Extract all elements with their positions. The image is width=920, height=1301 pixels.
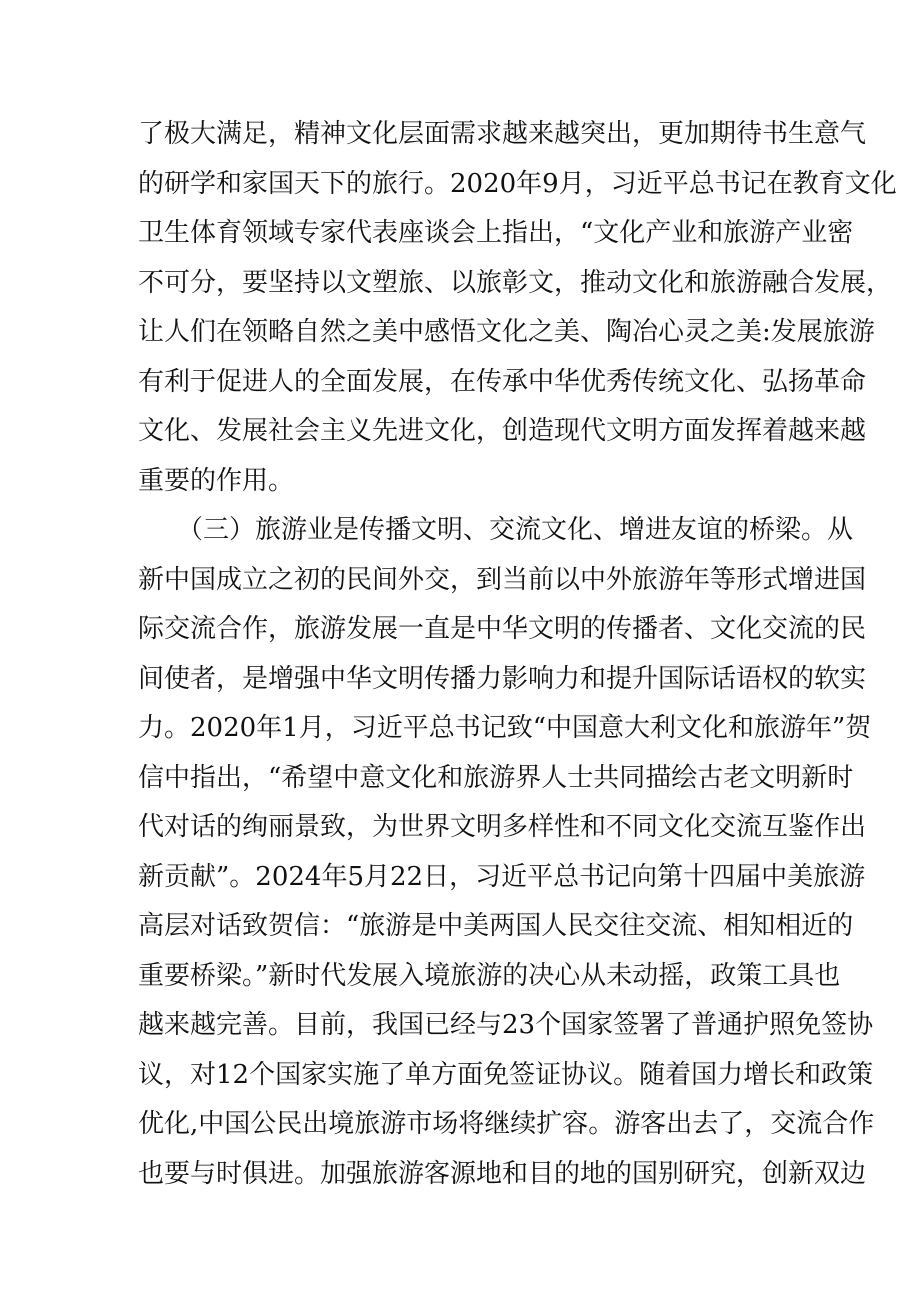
text-line: 也要与时俱进。加强旅游客源地和目的地的国别研究，创新双边 [138,1158,867,1189]
text-line: 卫生体育领域专家代表座谈会上指出，“文化产业和旅游产业密 [138,218,854,248]
text-line: 的研学和家国天下的旅行。2020年9月，习近平总书记在教育文化 [138,168,897,199]
paragraph-2 [138,506,875,1199]
text-line: 信中指出，“希望中意文化和旅游界人士共同描绘古老文明新时 [138,762,854,793]
text-line: 有利于促进人的全面发展，在传承中华优秀传统文化、弘扬革命 [138,366,867,397]
text-line: 新贡献”。2024年5月22日，习近平总书记向第十四届中美旅游 [138,861,866,892]
text-line: 际交流合作，旅游发展一直是中华文明的传播者、文化交流的民 [138,614,867,644]
text-line: 文化、发展社会主义先进文化，创造现代文明方面发挥着越来越 [138,416,867,446]
text-line: 越来越完善。目前，我国已经与23个国家签署了普通护照免签协 [138,1010,874,1040]
text-line: 让人们在领略自然之美中感悟文化之美、陶冶心灵之美:发展旅游 [138,317,875,347]
text-line: 重要桥梁。”新时代发展入境旅游的决心从未动摇，政策工具也 [138,960,841,991]
text-line: 间使者，是增强中华文明传播力影响力和提升国际话语权的软实 [138,663,867,694]
text-line: 了极大满足，精神文化层面需求越来越突出，更加期待书生意气 [138,119,867,149]
text-line: 议，对12个国家实施了单方面免签证协议。随着国力增长和政策 [138,1059,874,1090]
text-line: 高层对话致贺信：“旅游是中美两国人民交往交流、相知相近的 [138,911,854,941]
paragraph-1 [138,110,897,506]
text-line: 优化,中国公民出境旅游市场将继续扩容。游客出去了，交流合作 [138,1109,875,1139]
text-line: 不可分，要坚持以文塑旅、以旅彰文，推动文化和旅游融合发展， [138,267,893,298]
text-line: 重要的作用。 [138,465,295,496]
text-line: 代对话的绚丽景致，为世界文明多样性和不同文化交流互鉴作出 [138,812,867,842]
text-line: （三）旅游业是传播文明、交流文化、增进友谊的桥梁。从 [138,515,854,545]
text-line: 新中国成立之初的民间外交，到当前以中外旅游年等形式增进国 [138,564,867,595]
body-text [138,110,897,1199]
text-line: 力。2020年1月，习近平总书记致“中国意大利文化和旅游年”贺 [138,713,872,743]
